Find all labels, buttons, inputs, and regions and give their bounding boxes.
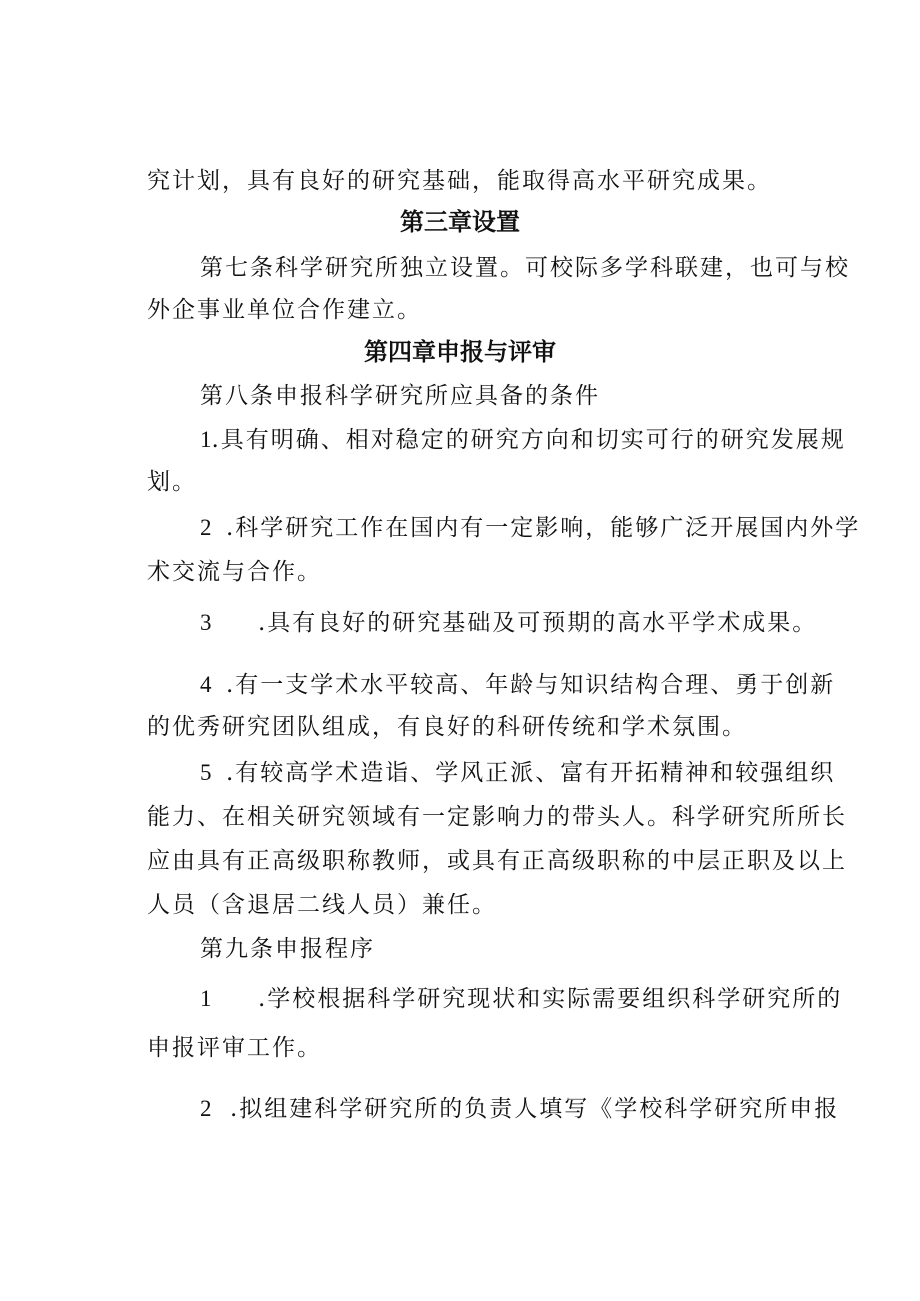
article-7-line-1: 第七条科学研究所独立设置。可校际多学科联建，也可与校: [200, 255, 850, 281]
procedure-1-text: .学校根据科学研究现状和实际需要组织科学研究所的: [258, 986, 843, 1012]
item-1-line-1: [200, 425, 846, 455]
item-4-line-2: 的优秀研究团队组成，有良好的科研传统和学术氛围。: [147, 714, 747, 740]
chapter-3-heading: 第三章设置: [400, 208, 520, 236]
article-8-title: 第八条申报科学研究所应具备的条件: [200, 383, 600, 409]
item-5-line-1: [200, 758, 836, 788]
item-3-number: 3: [200, 610, 212, 635]
article-9-title: 第九条申报程序: [200, 936, 375, 962]
item-2-number: 2: [200, 515, 212, 540]
item-5-line-2: 能力、在相关研究领域有一定影响力的带头人。科学研究所所长: [147, 804, 847, 830]
item-3-text: .具有良好的研究基础及可预期的高水平学术成果。: [258, 610, 818, 636]
item-3-line-1: [200, 608, 818, 638]
item-5-line-3: 应由具有正高级职称教师，或具有正高级职称的中层正职及以上: [147, 848, 847, 874]
item-4-number: 4: [200, 672, 212, 697]
item-4-line-1: [200, 670, 836, 700]
article-7-line-2: 外企事业单位合作建立。: [147, 297, 422, 323]
item-2-line-2: 术交流与合作。: [147, 559, 322, 585]
item-5-line-4: 人员（含退居二线人员）兼任。: [147, 892, 497, 918]
procedure-1-line-1: [200, 984, 843, 1014]
item-5-text: .有较高学术造诣、学风正派、富有开拓精神和较强组织: [226, 760, 836, 786]
item-1-text: .具有明确、相对稳定的研究方向和切实可行的研究发展规: [211, 427, 846, 453]
paragraph-continuation: 究计划，具有良好的研究基础，能取得高水平研究成果。: [147, 168, 772, 194]
procedure-2-number: 2: [200, 1096, 212, 1121]
procedure-1-line-2: 申报评审工作。: [147, 1035, 322, 1061]
chapter-4-heading: 第四章申报与评审: [364, 338, 556, 366]
procedure-2-text: .拟组建科学研究所的负责人填写《学校科学研究所申报: [230, 1096, 840, 1122]
item-4-text: .有一支学术水平较高、年龄与知识结构合理、勇于创新: [226, 672, 836, 698]
item-1-line-2: 划。: [147, 469, 197, 495]
procedure-1-number: 1: [200, 986, 212, 1011]
item-5-number: 5: [200, 760, 212, 785]
procedure-2-line-1: [200, 1094, 840, 1124]
item-2-line-1: [200, 513, 861, 543]
item-2-text: .科学研究工作在国内有一定影响，能够广泛开展国内外学: [226, 515, 861, 541]
item-1-number: 1: [200, 427, 212, 452]
